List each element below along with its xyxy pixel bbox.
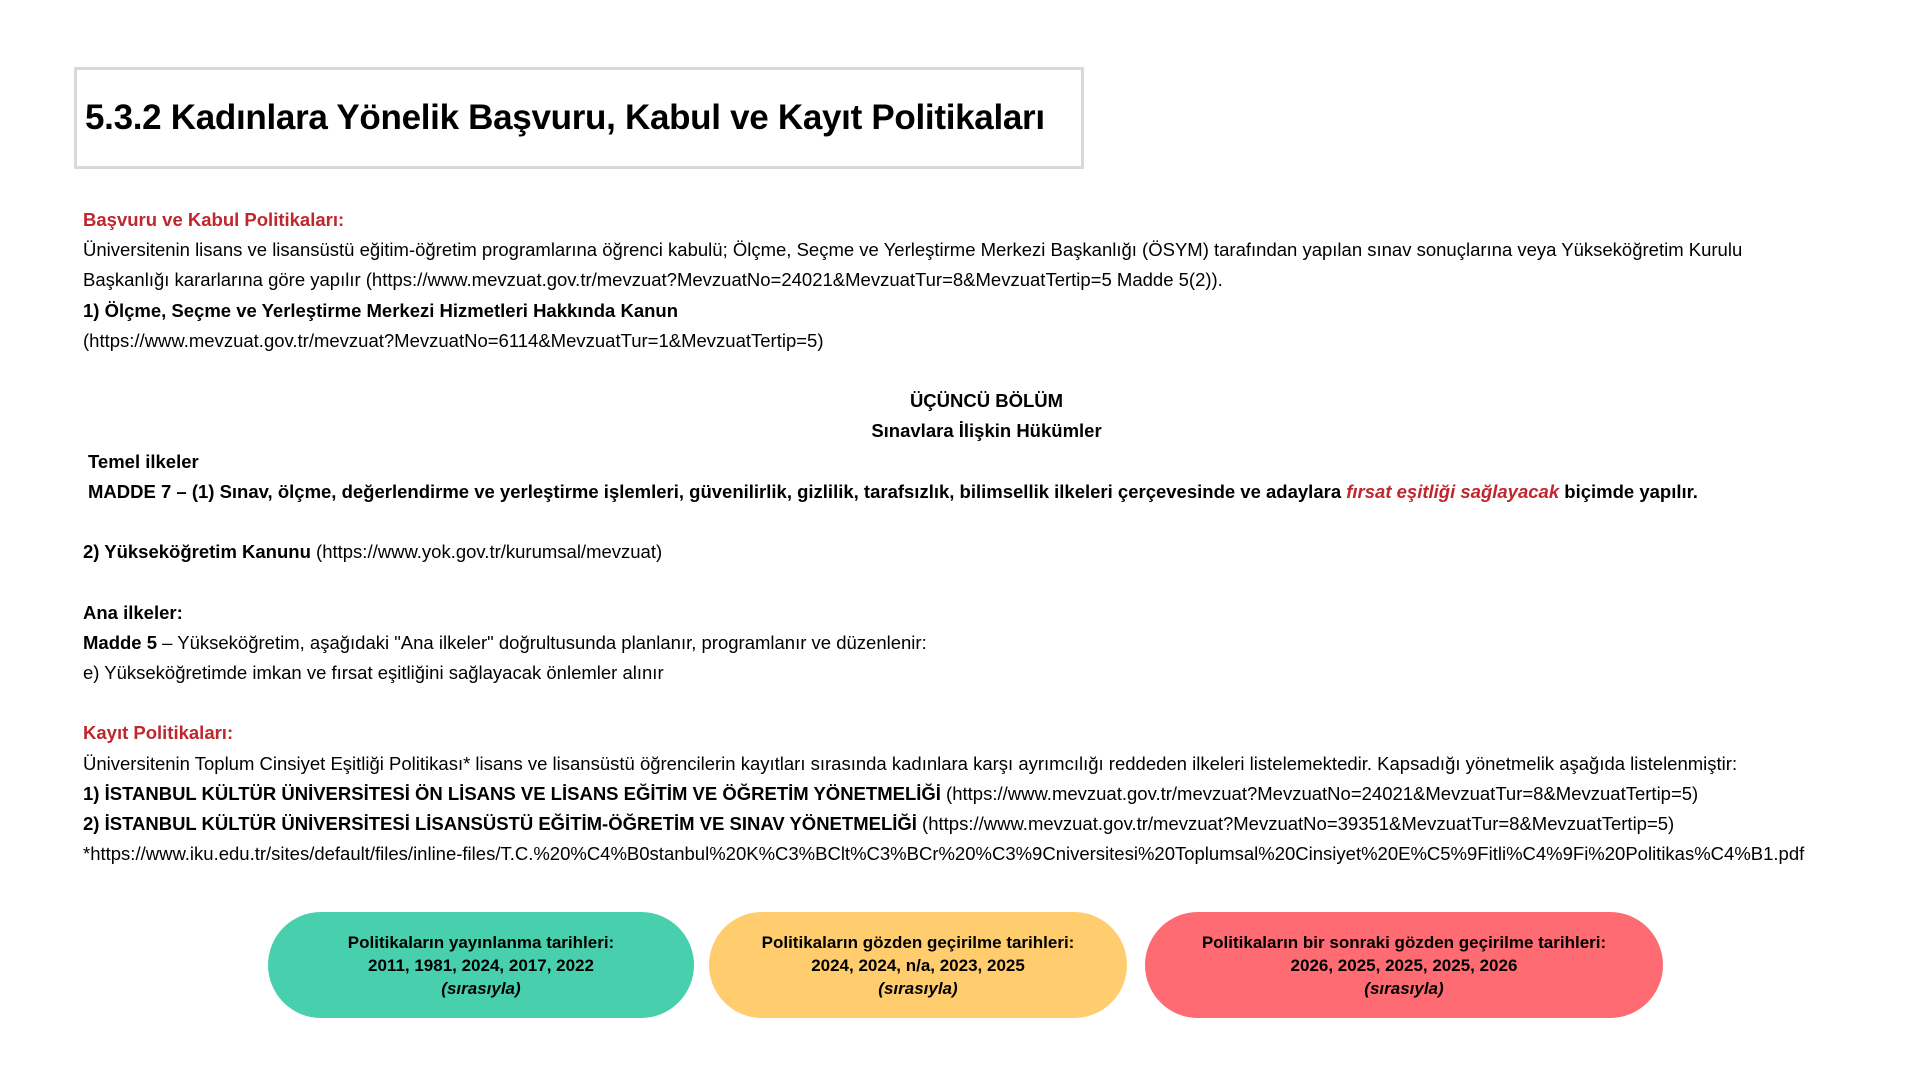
pill-label: Politikaların bir sonraki gözden geçirilme tarihleri: — [1201, 932, 1607, 952]
regulation-2-title: 2) İSTANBUL KÜLTÜR ÜNİVERSİTESİ LİSANSÜSTÜ EĞİTİM-ÖĞRETİM VE SINAV YÖNETMELİĞİ — [83, 813, 917, 834]
spacer — [83, 688, 1903, 718]
spacer — [83, 507, 1903, 537]
spacer — [83, 567, 1903, 597]
document-body — [83, 205, 1903, 869]
pill-note: (sırasıyla) — [441, 978, 521, 998]
footnote-url: *https://www.iku.edu.tr/sites/default/files/inline-files/T.C.%20%C4%B0stanbul%20K%C3%BClt%C3%BCr%20%C3%9Cniversitesi%20Toplumsal%20Cinsiyet%20E%C5%9Fitli%C4%9Fi%20Politikas%C4%B1.pdf — [83, 843, 1805, 865]
ana-ilkeler-heading: Ana ilkeler: — [83, 601, 183, 623]
basvuru-paragraph-line-2: Başkanlığı kararlarına göre yapılır (https://www.mevzuat.gov.tr/mevzuat?MevzuatNo=24021&MevzuatTur=8&MevzuatTertip=5 Madde 5(2)). — [83, 269, 1223, 291]
published-dates-pill — [268, 912, 694, 1018]
pill-dates: 2011, 1981, 2024, 2017, 2022 — [368, 955, 594, 975]
page-title: 5.3.2 Kadınlara Yönelik Başvuru, Kabul ve Kayıt Politikaları — [85, 98, 1045, 137]
next-review-dates-pill — [1145, 912, 1663, 1018]
kayit-heading: Kayıt Politikaları: — [83, 722, 234, 744]
regulation-1-title: 1) İSTANBUL KÜLTÜR ÜNİVERSİTESİ ÖN LİSANS VE LİSANS EĞİTİM VE ÖĞRETİM YÖNETMELİĞİ — [83, 782, 941, 804]
reviewed-dates-pill — [709, 912, 1127, 1018]
title-box — [74, 67, 1084, 169]
regulation-1-line — [83, 779, 1903, 809]
law-2-line — [83, 537, 1903, 567]
pill-label: Politikaların gözden geçirilme tarihleri: — [761, 932, 1075, 952]
regulation-2-line — [83, 809, 1903, 839]
spacer — [83, 356, 1903, 386]
item-e: e) Yükseköğretimde imkan ve fırsat eşitliğini sağlayacak önlemler alınır — [83, 662, 664, 683]
madde-5-label: Madde 5 — [83, 631, 158, 653]
regulation-1-url: (https://www.mevzuat.gov.tr/mevzuat?MevzuatNo=24021&MevzuatTur=8&MevzuatTertip=5) — [940, 782, 1699, 804]
law-1-title: 1) Ölçme, Seçme ve Yerleştirme Merkezi Hizmetleri Hakkında Kanun — [83, 299, 679, 321]
section-title: ÜÇÜNCÜ BÖLÜM — [909, 390, 1064, 412]
madde-7-highlight: fırsat eşitliği sağlayacak — [1346, 480, 1560, 502]
basvuru-heading: Başvuru ve Kabul Politikaları: — [83, 209, 345, 230]
temel-ilkeler-heading: Temel ilkeler — [88, 450, 199, 472]
madde-5-text: – Yükseköğretim, aşağıdaki "Ana ilkeler" doğrultusunda planlanır, programlanır ve düzenlenir: — [157, 631, 927, 653]
pill-note: (sırasıyla) — [1364, 978, 1444, 998]
regulation-2-url: (https://www.mevzuat.gov.tr/mevzuat?MevzuatNo=39351&MevzuatTur=8&MevzuatTertip=5) — [916, 813, 1675, 834]
pill-dates: 2024, 2024, n/a, 2023, 2025 — [811, 955, 1025, 975]
madde-7-post: biçimde yapılır. — [1559, 480, 1698, 502]
law-2-title: 2) Yükseköğretim Kanunu — [83, 541, 311, 563]
madde-7-text — [83, 477, 1903, 507]
pill-label: Politikaların yayınlanma tarihleri: — [347, 932, 615, 952]
law-1-url: (https://www.mevzuat.gov.tr/mevzuat?MevzuatNo=6114&MevzuatTur=1&MevzuatTertip=5) — [83, 329, 824, 351]
pill-dates: 2026, 2025, 2025, 2025, 2026 — [1290, 955, 1518, 975]
kayit-paragraph: Üniversitenin Toplum Cinsiyet Eşitliği Politikası* lisans ve lisansüstü öğrencilerin kayıtları sırasında kadınlara karşı ayrımcılığı reddeden ilkeleri listelemektedir. Kapsadığı yönetmelik aşağıda listelenmiştir: — [83, 752, 1738, 774]
madde-7-pre: MADDE 7 – (1) Sınav, ölçme, değerlendirme ve yerleştirme işlemleri, güvenilirlik, gizlilik, tarafsızlık, bilimsellik ilkeleri çerçevesinde ve adaylara — [88, 480, 1347, 502]
madde-5-line — [83, 628, 1903, 658]
basvuru-paragraph-line-1: Üniversitenin lisans ve lisansüstü eğitim-öğretim programlarına öğrenci kabulü; Ölçme, Seçme ve Yerleştirme Merkezi Başkanlığı (ÖSYM) tarafından yapılan sınav sonuçlarına veya Yükseköğretim Kurulu — [83, 239, 1743, 261]
section-subtitle: Sınavlara İlişkin Hükümler — [871, 420, 1102, 442]
law-2-url: (https://www.yok.gov.tr/kurumsal/mevzuat) — [310, 541, 663, 563]
pill-note: (sırasıyla) — [878, 978, 958, 998]
